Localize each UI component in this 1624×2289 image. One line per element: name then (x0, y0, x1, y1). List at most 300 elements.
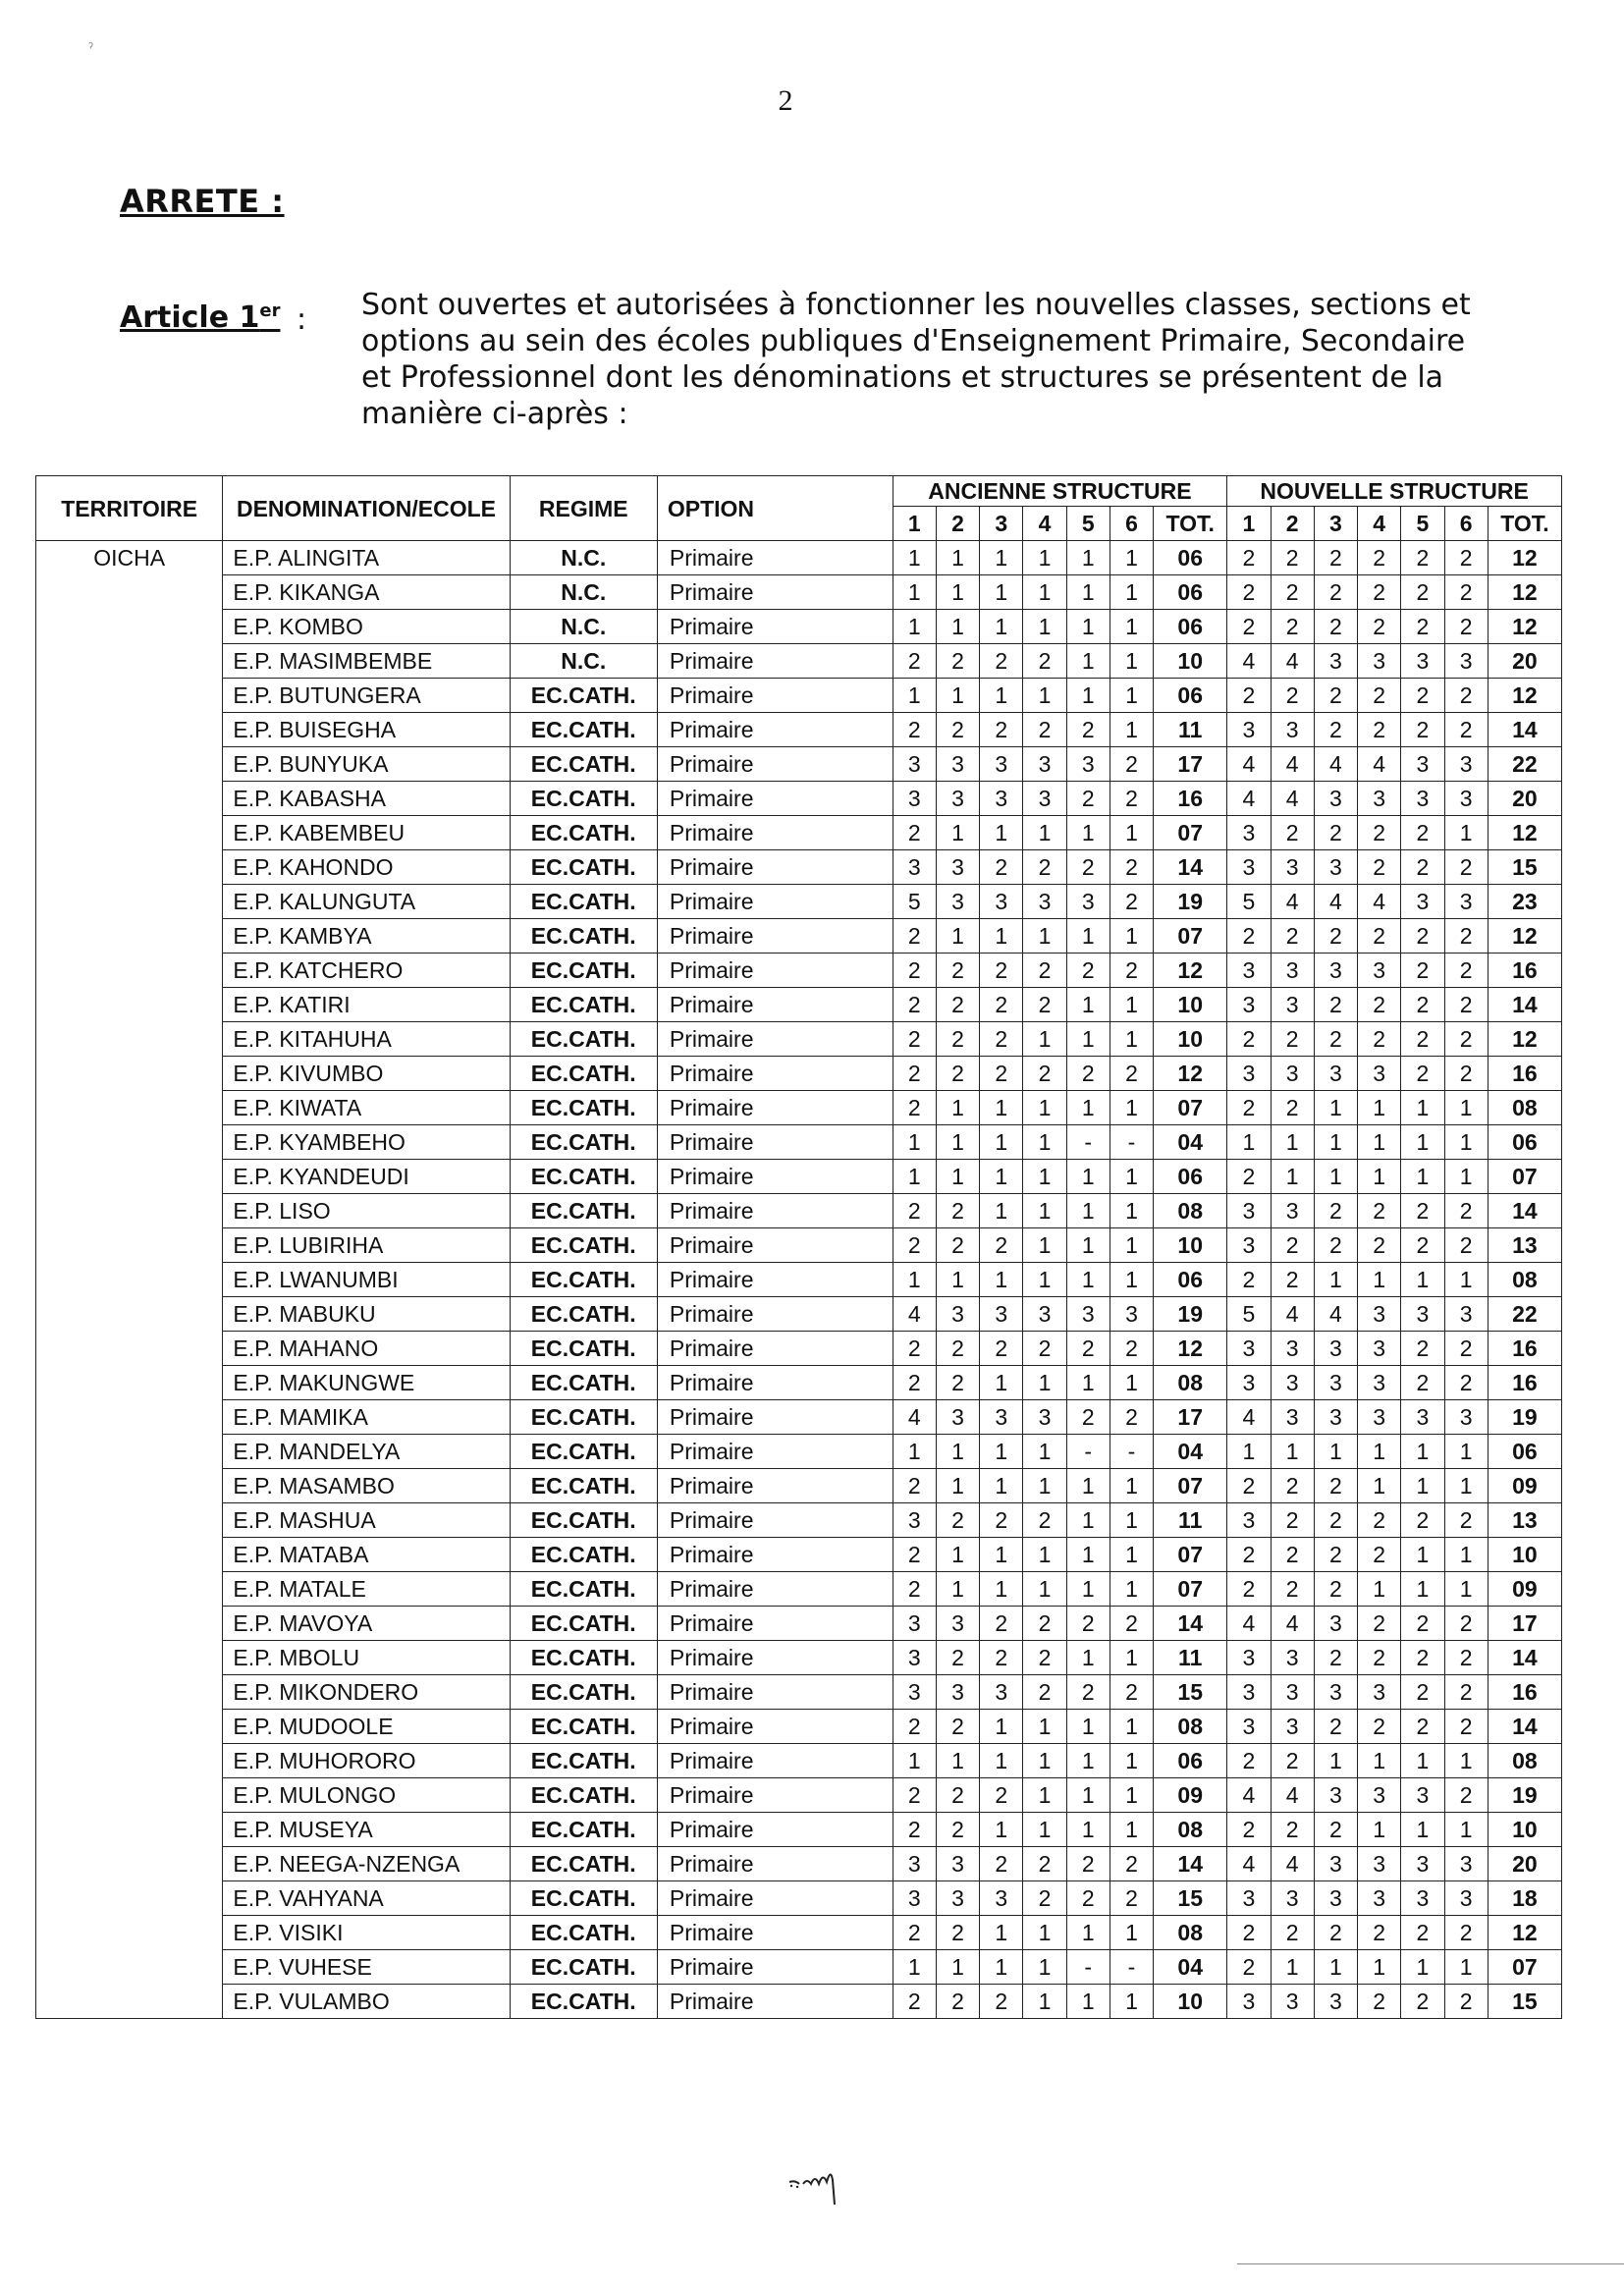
nouvelle-class-cell: 1 (1444, 1469, 1488, 1503)
regime-cell: EC.CATH. (510, 1228, 657, 1263)
school-name-cell: E.P. MATALE (223, 1572, 510, 1607)
nouvelle-class-cell: 3 (1444, 782, 1488, 816)
school-name-cell: E.P. KIKANGA (223, 575, 510, 610)
nouvelle-class-cell: 1 (1314, 1263, 1357, 1297)
school-name-cell: E.P. KATCHERO (223, 954, 510, 988)
ancienne-class-cell: 2 (936, 1503, 979, 1538)
nouvelle-class-cell: 2 (1444, 919, 1488, 954)
ancienne-class-cell: 2 (893, 1332, 936, 1366)
nouvelle-class-cell: 2 (1227, 919, 1271, 954)
nouvelle-class-cell: 2 (1444, 954, 1488, 988)
nouvelle-class-cell: 2 (1401, 1710, 1444, 1744)
nouvelle-class-cell: 3 (1314, 1778, 1357, 1813)
nouvelle-class-cell: 2 (1314, 1503, 1357, 1538)
ancienne-class-cell: 2 (1066, 782, 1110, 816)
option-cell: Primaire (657, 988, 893, 1022)
schools-table-wrapper (35, 475, 1562, 2019)
school-name-cell: E.P. MUSEYA (223, 1813, 510, 1847)
ancienne-total-cell: 12 (1154, 954, 1227, 988)
nouvelle-class-cell: 3 (1314, 1057, 1357, 1091)
ancienne-class-cell: 2 (893, 954, 936, 988)
ancienne-class-cell: 1 (980, 1366, 1023, 1400)
ancienne-class-cell: 1 (1110, 1091, 1153, 1125)
nouvelle-class-cell: 2 (1401, 575, 1444, 610)
ancienne-class-cell: 1 (1023, 1160, 1066, 1194)
nouvelle-class-cell: 3 (1227, 1675, 1271, 1710)
table-row (36, 1778, 1562, 1813)
ancienne-class-cell: 2 (980, 1641, 1023, 1675)
nouvelle-class-cell: 3 (1227, 1057, 1271, 1091)
nouvelle-class-cell: 2 (1444, 679, 1488, 713)
school-name-cell: E.P. MUDOOLE (223, 1710, 510, 1744)
ancienne-total-cell: 19 (1154, 1297, 1227, 1332)
ancienne-class-cell: 2 (1110, 782, 1153, 816)
nouvelle-class-cell: 3 (1271, 1881, 1314, 1916)
nouvelle-class-cell: 3 (1444, 1881, 1488, 1916)
nouvelle-class-cell: 3 (1401, 1297, 1444, 1332)
ancienne-class-cell: 1 (936, 1538, 979, 1572)
ancienne-class-cell: 1 (936, 610, 979, 644)
nouvelle-class-cell: 2 (1227, 1022, 1271, 1057)
nouvelle-total-cell: 13 (1488, 1228, 1561, 1263)
ancienne-class-cell: 2 (980, 1022, 1023, 1057)
ancienne-class-cell: - (1110, 1435, 1153, 1469)
school-name-cell: E.P. BUTUNGERA (223, 679, 510, 713)
nouvelle-class-cell: 3 (1271, 1194, 1314, 1228)
nouvelle-class-cell: 2 (1271, 575, 1314, 610)
ancienne-class-cell: 1 (1023, 575, 1066, 610)
regime-cell: EC.CATH. (510, 1813, 657, 1847)
nouvelle-class-cell: 2 (1227, 1744, 1271, 1778)
table-row (36, 1572, 1562, 1607)
nouvelle-class-cell: 1 (1444, 1435, 1488, 1469)
ancienne-class-cell: 2 (1023, 1881, 1066, 1916)
nouvelle-class-cell: 1 (1444, 1538, 1488, 1572)
nouvelle-col-header: 1 (1227, 507, 1271, 541)
nouvelle-class-cell: 2 (1314, 679, 1357, 713)
nouvelle-class-cell: 3 (1227, 1881, 1271, 1916)
ancienne-class-cell: 1 (980, 1160, 1023, 1194)
option-cell: Primaire (657, 1881, 893, 1916)
nouvelle-total-cell: 10 (1488, 1538, 1561, 1572)
nouvelle-class-cell: 4 (1227, 1847, 1271, 1881)
ancienne-class-cell: 3 (1023, 1297, 1066, 1332)
ancienne-class-cell: 2 (893, 1228, 936, 1263)
ancienne-class-cell: 1 (936, 1950, 979, 1985)
nouvelle-class-cell: 3 (1314, 954, 1357, 988)
ancienne-total-cell: 07 (1154, 1572, 1227, 1607)
nouvelle-class-cell: 2 (1444, 1503, 1488, 1538)
schools-table (35, 475, 1562, 2019)
nouvelle-total-cell: 16 (1488, 1366, 1561, 1400)
nouvelle-class-cell: 3 (1314, 782, 1357, 816)
option-cell: Primaire (657, 1538, 893, 1572)
nouvelle-total-cell: 09 (1488, 1469, 1561, 1503)
school-name-cell: E.P. MABUKU (223, 1297, 510, 1332)
nouvelle-class-cell: 2 (1401, 713, 1444, 747)
nouvelle-class-cell: 3 (1444, 1297, 1488, 1332)
nouvelle-class-cell: 2 (1444, 1057, 1488, 1091)
nouvelle-class-cell: 1 (1271, 1125, 1314, 1160)
nouvelle-class-cell: 2 (1271, 1469, 1314, 1503)
school-name-cell: E.P. KIVUMBO (223, 1057, 510, 1091)
ancienne-class-cell: 1 (1066, 1572, 1110, 1607)
nouvelle-class-cell: 3 (1444, 644, 1488, 679)
header-nouvelle-structure: NOUVELLE STRUCTURE (1227, 476, 1562, 507)
ancienne-class-cell: 3 (893, 747, 936, 782)
ancienne-class-cell: 1 (1023, 541, 1066, 575)
nouvelle-class-cell: 2 (1401, 1332, 1444, 1366)
ancienne-class-cell: 2 (980, 1057, 1023, 1091)
header-ancienne-structure: ANCIENNE STRUCTURE (893, 476, 1227, 507)
table-row (36, 1881, 1562, 1916)
nouvelle-class-cell: 1 (1358, 1091, 1401, 1125)
nouvelle-total-cell: 12 (1488, 575, 1561, 610)
nouvelle-class-cell: 4 (1358, 885, 1401, 919)
table-row (36, 1469, 1562, 1503)
table-row (36, 541, 1562, 575)
school-name-cell: E.P. LUBIRIHA (223, 1228, 510, 1263)
school-name-cell: E.P. LISO (223, 1194, 510, 1228)
nouvelle-class-cell: 2 (1401, 679, 1444, 713)
ancienne-class-cell: 1 (1110, 713, 1153, 747)
nouvelle-class-cell: 2 (1444, 1985, 1488, 2019)
ancienne-total-cell: 07 (1154, 816, 1227, 850)
school-name-cell: E.P. KALUNGUTA (223, 885, 510, 919)
ancienne-total-cell: 04 (1154, 1950, 1227, 1985)
nouvelle-class-cell: 2 (1227, 1091, 1271, 1125)
ancienne-class-cell: 1 (980, 610, 1023, 644)
table-row (36, 1263, 1562, 1297)
ancienne-class-cell: 2 (980, 1985, 1023, 2019)
nouvelle-class-cell: 1 (1401, 1744, 1444, 1778)
nouvelle-class-cell: 2 (1444, 1675, 1488, 1710)
nouvelle-class-cell: 3 (1271, 1641, 1314, 1675)
nouvelle-class-cell: 2 (1314, 1469, 1357, 1503)
ancienne-col-header: 4 (1023, 507, 1066, 541)
nouvelle-class-cell: 2 (1358, 541, 1401, 575)
ancienne-class-cell: 2 (936, 644, 979, 679)
ancienne-class-cell: 1 (893, 1435, 936, 1469)
ancienne-class-cell: 2 (980, 988, 1023, 1022)
nouvelle-class-cell: 2 (1401, 1022, 1444, 1057)
regime-cell: EC.CATH. (510, 1435, 657, 1469)
ancienne-class-cell: 1 (980, 1469, 1023, 1503)
ancienne-total-cell: 07 (1154, 919, 1227, 954)
ancienne-class-cell: 3 (1066, 885, 1110, 919)
table-row (36, 1160, 1562, 1194)
ancienne-class-cell: 1 (936, 1435, 979, 1469)
regime-cell: EC.CATH. (510, 1847, 657, 1881)
ancienne-class-cell: 2 (1066, 1332, 1110, 1366)
nouvelle-class-cell: 3 (1227, 1366, 1271, 1400)
school-name-cell: E.P. MASHUA (223, 1503, 510, 1538)
ancienne-total-cell: 06 (1154, 575, 1227, 610)
ancienne-class-cell: 1 (936, 919, 979, 954)
school-name-cell: E.P. MULONGO (223, 1778, 510, 1813)
nouvelle-class-cell: 2 (1358, 919, 1401, 954)
nouvelle-class-cell: 1 (1444, 1091, 1488, 1125)
ancienne-class-cell: 1 (1110, 1572, 1153, 1607)
regime-cell: EC.CATH. (510, 850, 657, 885)
option-cell: Primaire (657, 541, 893, 575)
nouvelle-class-cell: 2 (1444, 1022, 1488, 1057)
ancienne-class-cell: 1 (893, 1744, 936, 1778)
regime-cell: EC.CATH. (510, 1125, 657, 1160)
option-cell: Primaire (657, 1435, 893, 1469)
ancienne-class-cell: 1 (980, 575, 1023, 610)
ancienne-class-cell: 1 (1066, 610, 1110, 644)
ancienne-class-cell: 3 (936, 1881, 979, 1916)
ancienne-class-cell: 2 (893, 1538, 936, 1572)
nouvelle-class-cell: 2 (1401, 1228, 1444, 1263)
ancienne-class-cell: 1 (980, 1710, 1023, 1744)
ancienne-class-cell: 1 (980, 1435, 1023, 1469)
option-cell: Primaire (657, 1778, 893, 1813)
table-row (36, 1916, 1562, 1950)
ancienne-class-cell: 2 (1066, 1675, 1110, 1710)
ancienne-total-cell: 08 (1154, 1366, 1227, 1400)
nouvelle-class-cell: 1 (1401, 1950, 1444, 1985)
ancienne-class-cell: 2 (1023, 1503, 1066, 1538)
nouvelle-total-cell: 22 (1488, 747, 1561, 782)
ancienne-class-cell: 2 (1066, 1057, 1110, 1091)
ancienne-class-cell: 1 (936, 816, 979, 850)
header-option: OPTION (657, 476, 893, 541)
ancienne-class-cell: 1 (1023, 1366, 1066, 1400)
school-name-cell: E.P. VULAMBO (223, 1985, 510, 2019)
ancienne-class-cell: 1 (980, 1125, 1023, 1160)
school-name-cell: E.P. MASAMBO (223, 1469, 510, 1503)
ancienne-class-cell: 2 (980, 1228, 1023, 1263)
nouvelle-total-cell: 20 (1488, 1847, 1561, 1881)
option-cell: Primaire (657, 679, 893, 713)
nouvelle-total-cell: 08 (1488, 1744, 1561, 1778)
nouvelle-class-cell: 4 (1358, 747, 1401, 782)
ancienne-class-cell: 1 (1110, 1813, 1153, 1847)
school-name-cell: E.P. KYAMBEHO (223, 1125, 510, 1160)
regime-cell: EC.CATH. (510, 679, 657, 713)
ancienne-class-cell: 3 (893, 1881, 936, 1916)
ancienne-total-cell: 08 (1154, 1813, 1227, 1847)
nouvelle-class-cell: 2 (1271, 1744, 1314, 1778)
nouvelle-class-cell: 1 (1444, 1572, 1488, 1607)
nouvelle-class-cell: 2 (1271, 816, 1314, 850)
school-name-cell: E.P. MANDELYA (223, 1435, 510, 1469)
table-row (36, 1538, 1562, 1572)
nouvelle-class-cell: 3 (1358, 1057, 1401, 1091)
table-row (36, 1435, 1562, 1469)
ancienne-class-cell: 2 (1023, 954, 1066, 988)
ancienne-class-cell: 1 (936, 1469, 979, 1503)
nouvelle-class-cell: 2 (1444, 1194, 1488, 1228)
ancienne-class-cell: 1 (1023, 1778, 1066, 1813)
nouvelle-class-cell: 1 (1401, 1813, 1444, 1847)
regime-cell: EC.CATH. (510, 1950, 657, 1985)
ancienne-class-cell: 2 (936, 1916, 979, 1950)
nouvelle-class-cell: 3 (1271, 850, 1314, 885)
nouvelle-class-cell: 1 (1401, 1572, 1444, 1607)
ancienne-class-cell: 1 (1110, 816, 1153, 850)
nouvelle-class-cell: 2 (1271, 541, 1314, 575)
nouvelle-class-cell: 2 (1358, 610, 1401, 644)
school-name-cell: E.P. MBOLU (223, 1641, 510, 1675)
nouvelle-class-cell: 3 (1271, 1985, 1314, 2019)
nouvelle-class-cell: 2 (1227, 575, 1271, 610)
nouvelle-total-cell: 17 (1488, 1607, 1561, 1641)
ancienne-class-cell: 2 (936, 1710, 979, 1744)
table-row (36, 782, 1562, 816)
school-name-cell: E.P. NEEGA-NZENGA (223, 1847, 510, 1881)
nouvelle-class-cell: 2 (1227, 610, 1271, 644)
ancienne-col-header: 3 (980, 507, 1023, 541)
nouvelle-class-cell: 3 (1227, 1332, 1271, 1366)
ancienne-class-cell: 2 (936, 1366, 979, 1400)
ancienne-class-cell: 1 (1110, 1778, 1153, 1813)
table-row (36, 1950, 1562, 1985)
ancienne-class-cell: 2 (1066, 954, 1110, 988)
ancienne-total-cell: 15 (1154, 1881, 1227, 1916)
regime-cell: EC.CATH. (510, 1503, 657, 1538)
nouvelle-class-cell: 2 (1444, 1916, 1488, 1950)
nouvelle-class-cell: 2 (1271, 1263, 1314, 1297)
ancienne-class-cell: 2 (1066, 1607, 1110, 1641)
ancienne-class-cell: 1 (1110, 919, 1153, 954)
nouvelle-total-cell: 12 (1488, 1916, 1561, 1950)
ancienne-class-cell: 1 (1023, 1813, 1066, 1847)
ancienne-class-cell: 2 (1110, 1057, 1153, 1091)
ancienne-class-cell: 1 (1066, 816, 1110, 850)
ancienne-class-cell: 2 (1023, 1641, 1066, 1675)
nouvelle-col-header: 6 (1444, 507, 1488, 541)
nouvelle-class-cell: 3 (1314, 1400, 1357, 1435)
ancienne-class-cell: 1 (980, 1950, 1023, 1985)
nouvelle-class-cell: 3 (1227, 954, 1271, 988)
nouvelle-class-cell: 4 (1227, 1778, 1271, 1813)
ancienne-total-cell: 10 (1154, 644, 1227, 679)
nouvelle-class-cell: 2 (1358, 1916, 1401, 1950)
nouvelle-class-cell: 4 (1271, 1778, 1314, 1813)
ancienne-class-cell: 2 (1110, 1881, 1153, 1916)
nouvelle-class-cell: 3 (1401, 747, 1444, 782)
ancienne-class-cell: 2 (936, 1057, 979, 1091)
nouvelle-class-cell: 3 (1401, 782, 1444, 816)
nouvelle-class-cell: 1 (1358, 1125, 1401, 1160)
nouvelle-total-cell: 23 (1488, 885, 1561, 919)
nouvelle-class-cell: 1 (1444, 1813, 1488, 1847)
regime-cell: EC.CATH. (510, 1057, 657, 1091)
table-row (36, 919, 1562, 954)
nouvelle-class-cell: 3 (1358, 1778, 1401, 1813)
regime-cell: EC.CATH. (510, 747, 657, 782)
nouvelle-class-cell: 1 (1401, 1125, 1444, 1160)
ancienne-total-cell: 19 (1154, 885, 1227, 919)
nouvelle-class-cell: 1 (1358, 1160, 1401, 1194)
ancienne-class-cell: 1 (980, 1916, 1023, 1950)
option-cell: Primaire (657, 1710, 893, 1744)
nouvelle-class-cell: 1 (1444, 1263, 1488, 1297)
table-row (36, 1813, 1562, 1847)
nouvelle-class-cell: 3 (1271, 954, 1314, 988)
nouvelle-total-cell: 12 (1488, 1022, 1561, 1057)
nouvelle-class-cell: 2 (1401, 988, 1444, 1022)
nouvelle-class-cell: 1 (1314, 1435, 1357, 1469)
nouvelle-total-cell: 20 (1488, 644, 1561, 679)
nouvelle-class-cell: 2 (1358, 1503, 1401, 1538)
option-cell: Primaire (657, 919, 893, 954)
ancienne-class-cell: 2 (1023, 1332, 1066, 1366)
table-row (36, 679, 1562, 713)
nouvelle-total-cell: 07 (1488, 1950, 1561, 1985)
ancienne-class-cell: 2 (1110, 885, 1153, 919)
ancienne-class-cell: 2 (1023, 850, 1066, 885)
ancienne-class-cell: 1 (1023, 679, 1066, 713)
regime-cell: EC.CATH. (510, 1022, 657, 1057)
regime-cell: EC.CATH. (510, 1916, 657, 1950)
ancienne-class-cell: 2 (936, 1022, 979, 1057)
nouvelle-class-cell: 2 (1358, 816, 1401, 850)
ancienne-class-cell: 1 (1023, 1572, 1066, 1607)
footer-rule (1237, 2263, 1624, 2264)
ancienne-class-cell: 1 (1110, 610, 1153, 644)
ancienne-class-cell: 1 (980, 1572, 1023, 1607)
ancienne-class-cell: 3 (980, 1297, 1023, 1332)
school-name-cell: E.P. MASIMBEMBE (223, 644, 510, 679)
option-cell: Primaire (657, 610, 893, 644)
nouvelle-class-cell: 3 (1314, 1985, 1357, 2019)
ancienne-class-cell: 1 (1110, 1641, 1153, 1675)
table-row (36, 885, 1562, 919)
ancienne-class-cell: 2 (980, 954, 1023, 988)
page-number: 2 (778, 84, 793, 117)
nouvelle-class-cell: 2 (1401, 541, 1444, 575)
ancienne-class-cell: 1 (1066, 1778, 1110, 1813)
ancienne-class-cell: - (1110, 1950, 1153, 1985)
nouvelle-class-cell: 2 (1358, 1194, 1401, 1228)
nouvelle-class-cell: 2 (1314, 1813, 1357, 1847)
ancienne-class-cell: 3 (893, 1641, 936, 1675)
nouvelle-class-cell: 1 (1358, 1950, 1401, 1985)
nouvelle-class-cell: 1 (1314, 1091, 1357, 1125)
ancienne-col-header: 6 (1110, 507, 1153, 541)
nouvelle-class-cell: 4 (1227, 1400, 1271, 1435)
school-name-cell: E.P. KAHONDO (223, 850, 510, 885)
ancienne-class-cell: 1 (1066, 1538, 1110, 1572)
nouvelle-class-cell: 2 (1271, 1813, 1314, 1847)
nouvelle-total-cell: 08 (1488, 1091, 1561, 1125)
ancienne-class-cell: 1 (1110, 1538, 1153, 1572)
nouvelle-class-cell: 2 (1401, 850, 1444, 885)
ancienne-class-cell: 1 (936, 1091, 979, 1125)
nouvelle-class-cell: 2 (1401, 1675, 1444, 1710)
nouvelle-class-cell: 3 (1358, 1847, 1401, 1881)
nouvelle-class-cell: 4 (1271, 644, 1314, 679)
ancienne-class-cell: 2 (1110, 1847, 1153, 1881)
ancienne-total-cell: 17 (1154, 1400, 1227, 1435)
nouvelle-class-cell: 2 (1401, 1503, 1444, 1538)
nouvelle-class-cell: 2 (1401, 1641, 1444, 1675)
nouvelle-class-cell: 4 (1227, 1607, 1271, 1641)
ancienne-total-cell: 06 (1154, 610, 1227, 644)
option-cell: Primaire (657, 1985, 893, 2019)
header-regime: REGIME (510, 476, 657, 541)
table-row (36, 1400, 1562, 1435)
nouvelle-total-cell: 13 (1488, 1503, 1561, 1538)
ancienne-class-cell: 1 (1110, 1744, 1153, 1778)
nouvelle-class-cell: 3 (1358, 954, 1401, 988)
ancienne-class-cell: 3 (1023, 885, 1066, 919)
ancienne-class-cell: 3 (1023, 782, 1066, 816)
